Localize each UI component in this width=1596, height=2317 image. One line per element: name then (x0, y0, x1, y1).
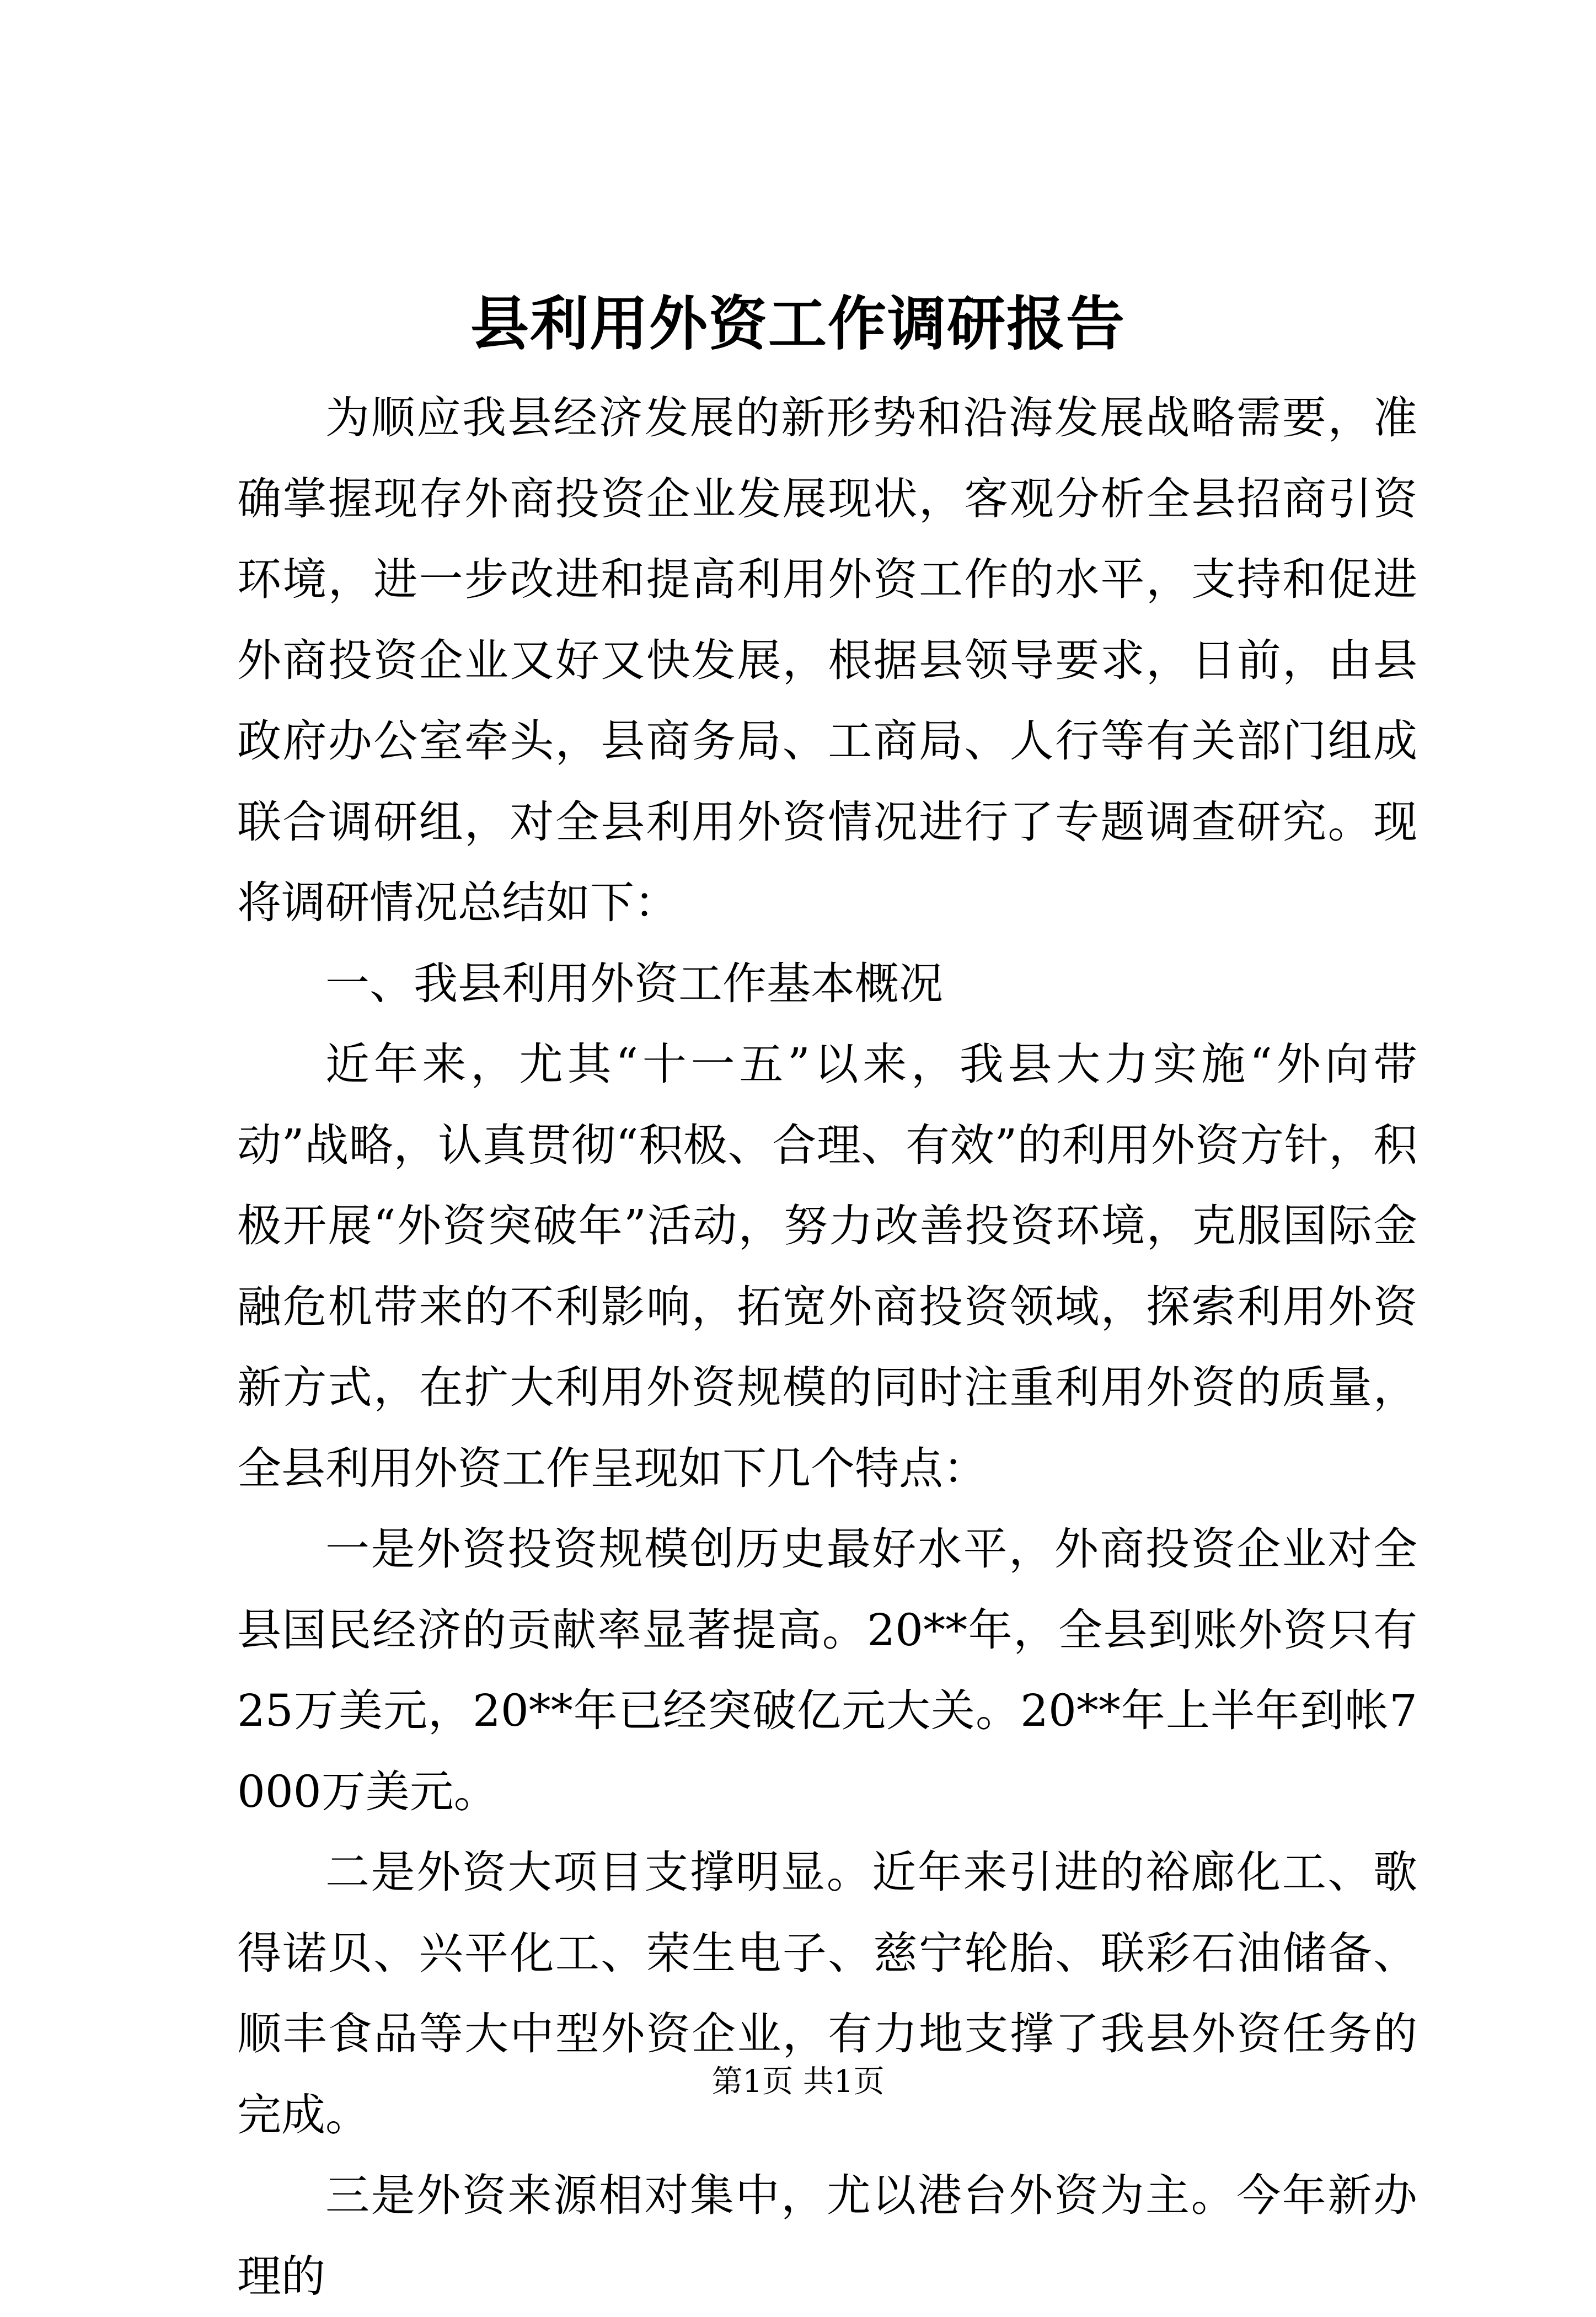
document-body (237, 378, 1417, 2317)
section-heading-overview: 一、我县利用外资工作基本概况 (325, 957, 943, 1009)
intro-paragraph: 为顺应我县经济发展的新形势和沿海发展战略需要，准确掌握现存外商投资企业发展现状，客观分析全县招商引资环境，进一步改进和提高利用外资工作的水平，支持和促进外商投资企业又好又快发展，根据县领导要求，日前，由县政府办公室牵头，县商务局、工商局、人行等有关部门组成联合调研组，对全县利用外资情况进行了专题调查研究。现将调研情况总结如下： (237, 392, 1417, 928)
feature-paragraph-1: 一是外资投资规模创历史最好水平，外商投资企业对全县国民经济的贡献率显著提高。20**年，全县到账外资只有25万美元，20**年已经突破亿元大关。20**年上半年到帐7000万美元。 (237, 1523, 1417, 1817)
page-number-footer: 第1页 共1页 (711, 2064, 885, 2100)
overview-paragraph: 近年来，尤其“十一五”以来，我县大力实施“外向带动”战略，认真贯彻“积极、合理、有效”的利用外资方针，积极开展“外资突破年”活动，努力改善投资环境，克服国际金融危机带来的不利影响，拓宽外商投资领域，探索利用外资新方式，在扩大利用外资规模的同时注重利用外资的质量，全县利用外资工作呈现如下几个特点： (237, 1039, 1417, 1494)
document-title: 县利用外资工作调研报告 (470, 289, 1126, 358)
feature-paragraph-2: 二是外资大项目支撑明显。近年来引进的裕廊化工、歌得诺贝、兴平化工、荣生电子、慈宁轮胎、联彩石油储备、顺丰食品等大中型外资企业，有力地支撑了我县外资任务的完成。 (237, 1847, 1417, 2141)
feature-paragraph-3: 三是外资来源相对集中，尤以港台外资为主。今年新办理的 (237, 2170, 1417, 2302)
